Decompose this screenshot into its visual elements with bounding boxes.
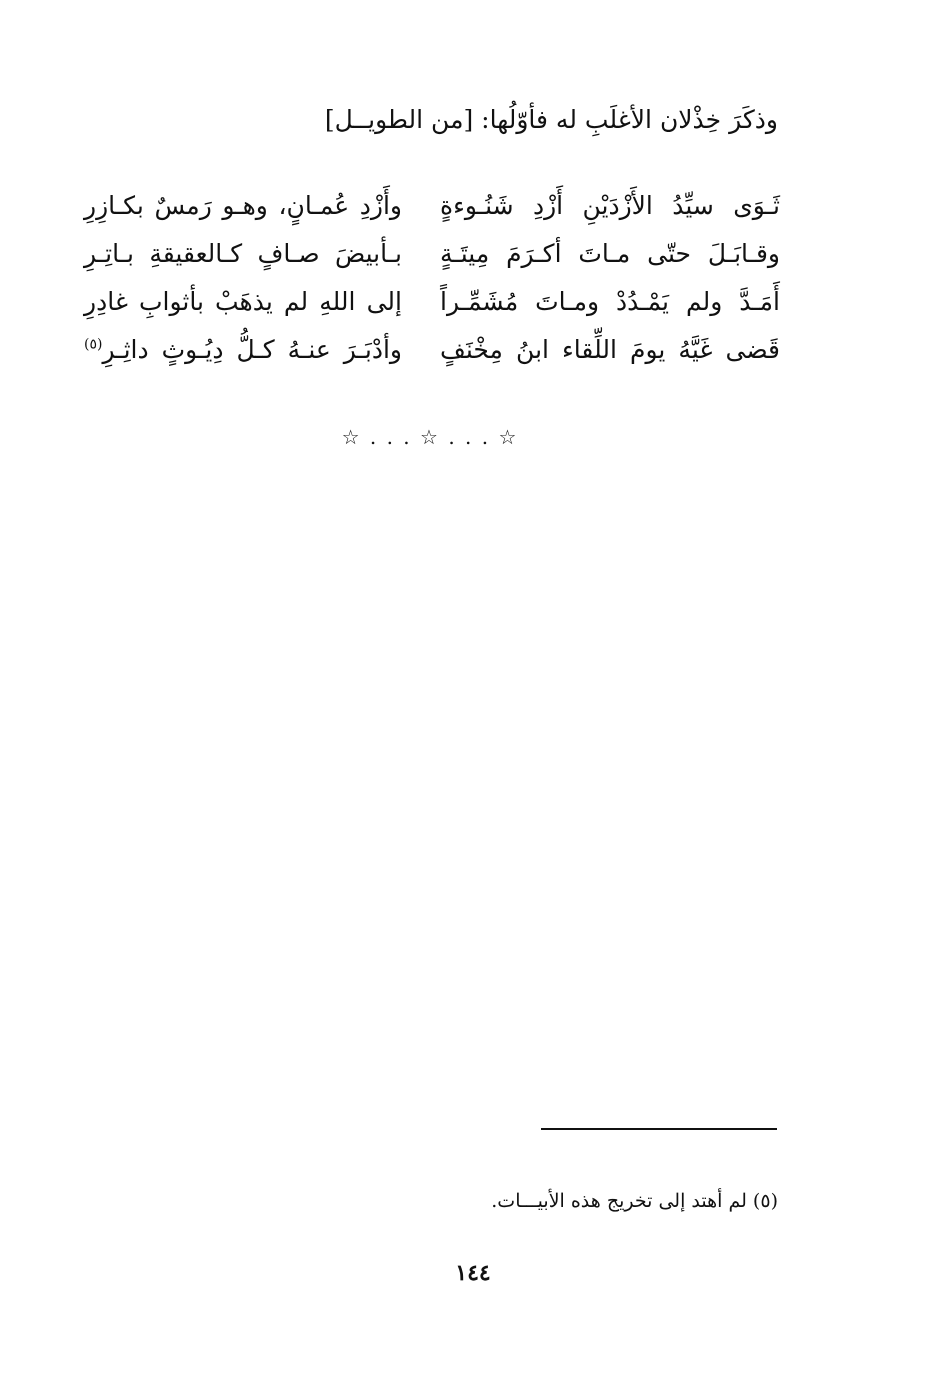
poem [84, 182, 780, 374]
verse-2 [84, 230, 780, 278]
verse-4-second-hemistich-text: وأدْبَـرَ عنـهُ كـلُّ دِيُـوثٍ داثِـرِ [102, 335, 402, 364]
verse-2-second-hemistich [84, 230, 402, 278]
section-separator: ☆ . . . ☆ . . . ☆ [341, 425, 519, 449]
footnote-divider [541, 1128, 777, 1130]
verse-1-first-hemistich: ثَـوَى سيِّدُ الأَزْدَيْنِ أَزْدِ شَنُـوءةٍ [440, 191, 780, 220]
verse-1 [84, 182, 780, 230]
verse-4-second-hemistich [84, 326, 402, 374]
verse-2-second-hemistich-text: بـأبيضَ صـافٍ كـالعقيقةِ بـاتِـرِ [84, 239, 402, 268]
section-heading: وذكَرَ خِذْلان الأغلَبِ له فأوّلُها: [من الطويــل] [324, 105, 778, 134]
verse-1-second-hemistich [84, 182, 402, 230]
verse-3 [84, 278, 780, 326]
verse-4 [84, 326, 780, 374]
verse-2-first-hemistich: وقـابَـلَ حتّى مـاتَ أكـرَمَ مِيتَـةٍ [440, 239, 780, 268]
verse-1-second-hemistich-text: وأَزْدِ عُمـانٍ، وهـو رَمسٌ بكـازِرِ [84, 191, 402, 220]
verse-4-first-hemistich: قَضى غَيَّهُ يومَ اللِّقاء ابنُ مِخْنَفٍ [440, 335, 780, 364]
verse-4-footnote-marker: (٥) [84, 336, 103, 353]
verse-3-second-hemistich-text: إلى اللهِ لم يذهَبْ بأثوابِ غادِرِ [84, 287, 402, 316]
verse-3-second-hemistich [84, 278, 402, 326]
verse-3-first-hemistich: أَمَـدَّ ولم يَمْـدُدْ ومـاتَ مُشَمِّـراً [440, 287, 780, 316]
page-number: ١٤٤ [455, 1260, 491, 1286]
footnote: (٥) لم أهتد إلى تخريج هذه الأبيـــات. [491, 1190, 778, 1212]
